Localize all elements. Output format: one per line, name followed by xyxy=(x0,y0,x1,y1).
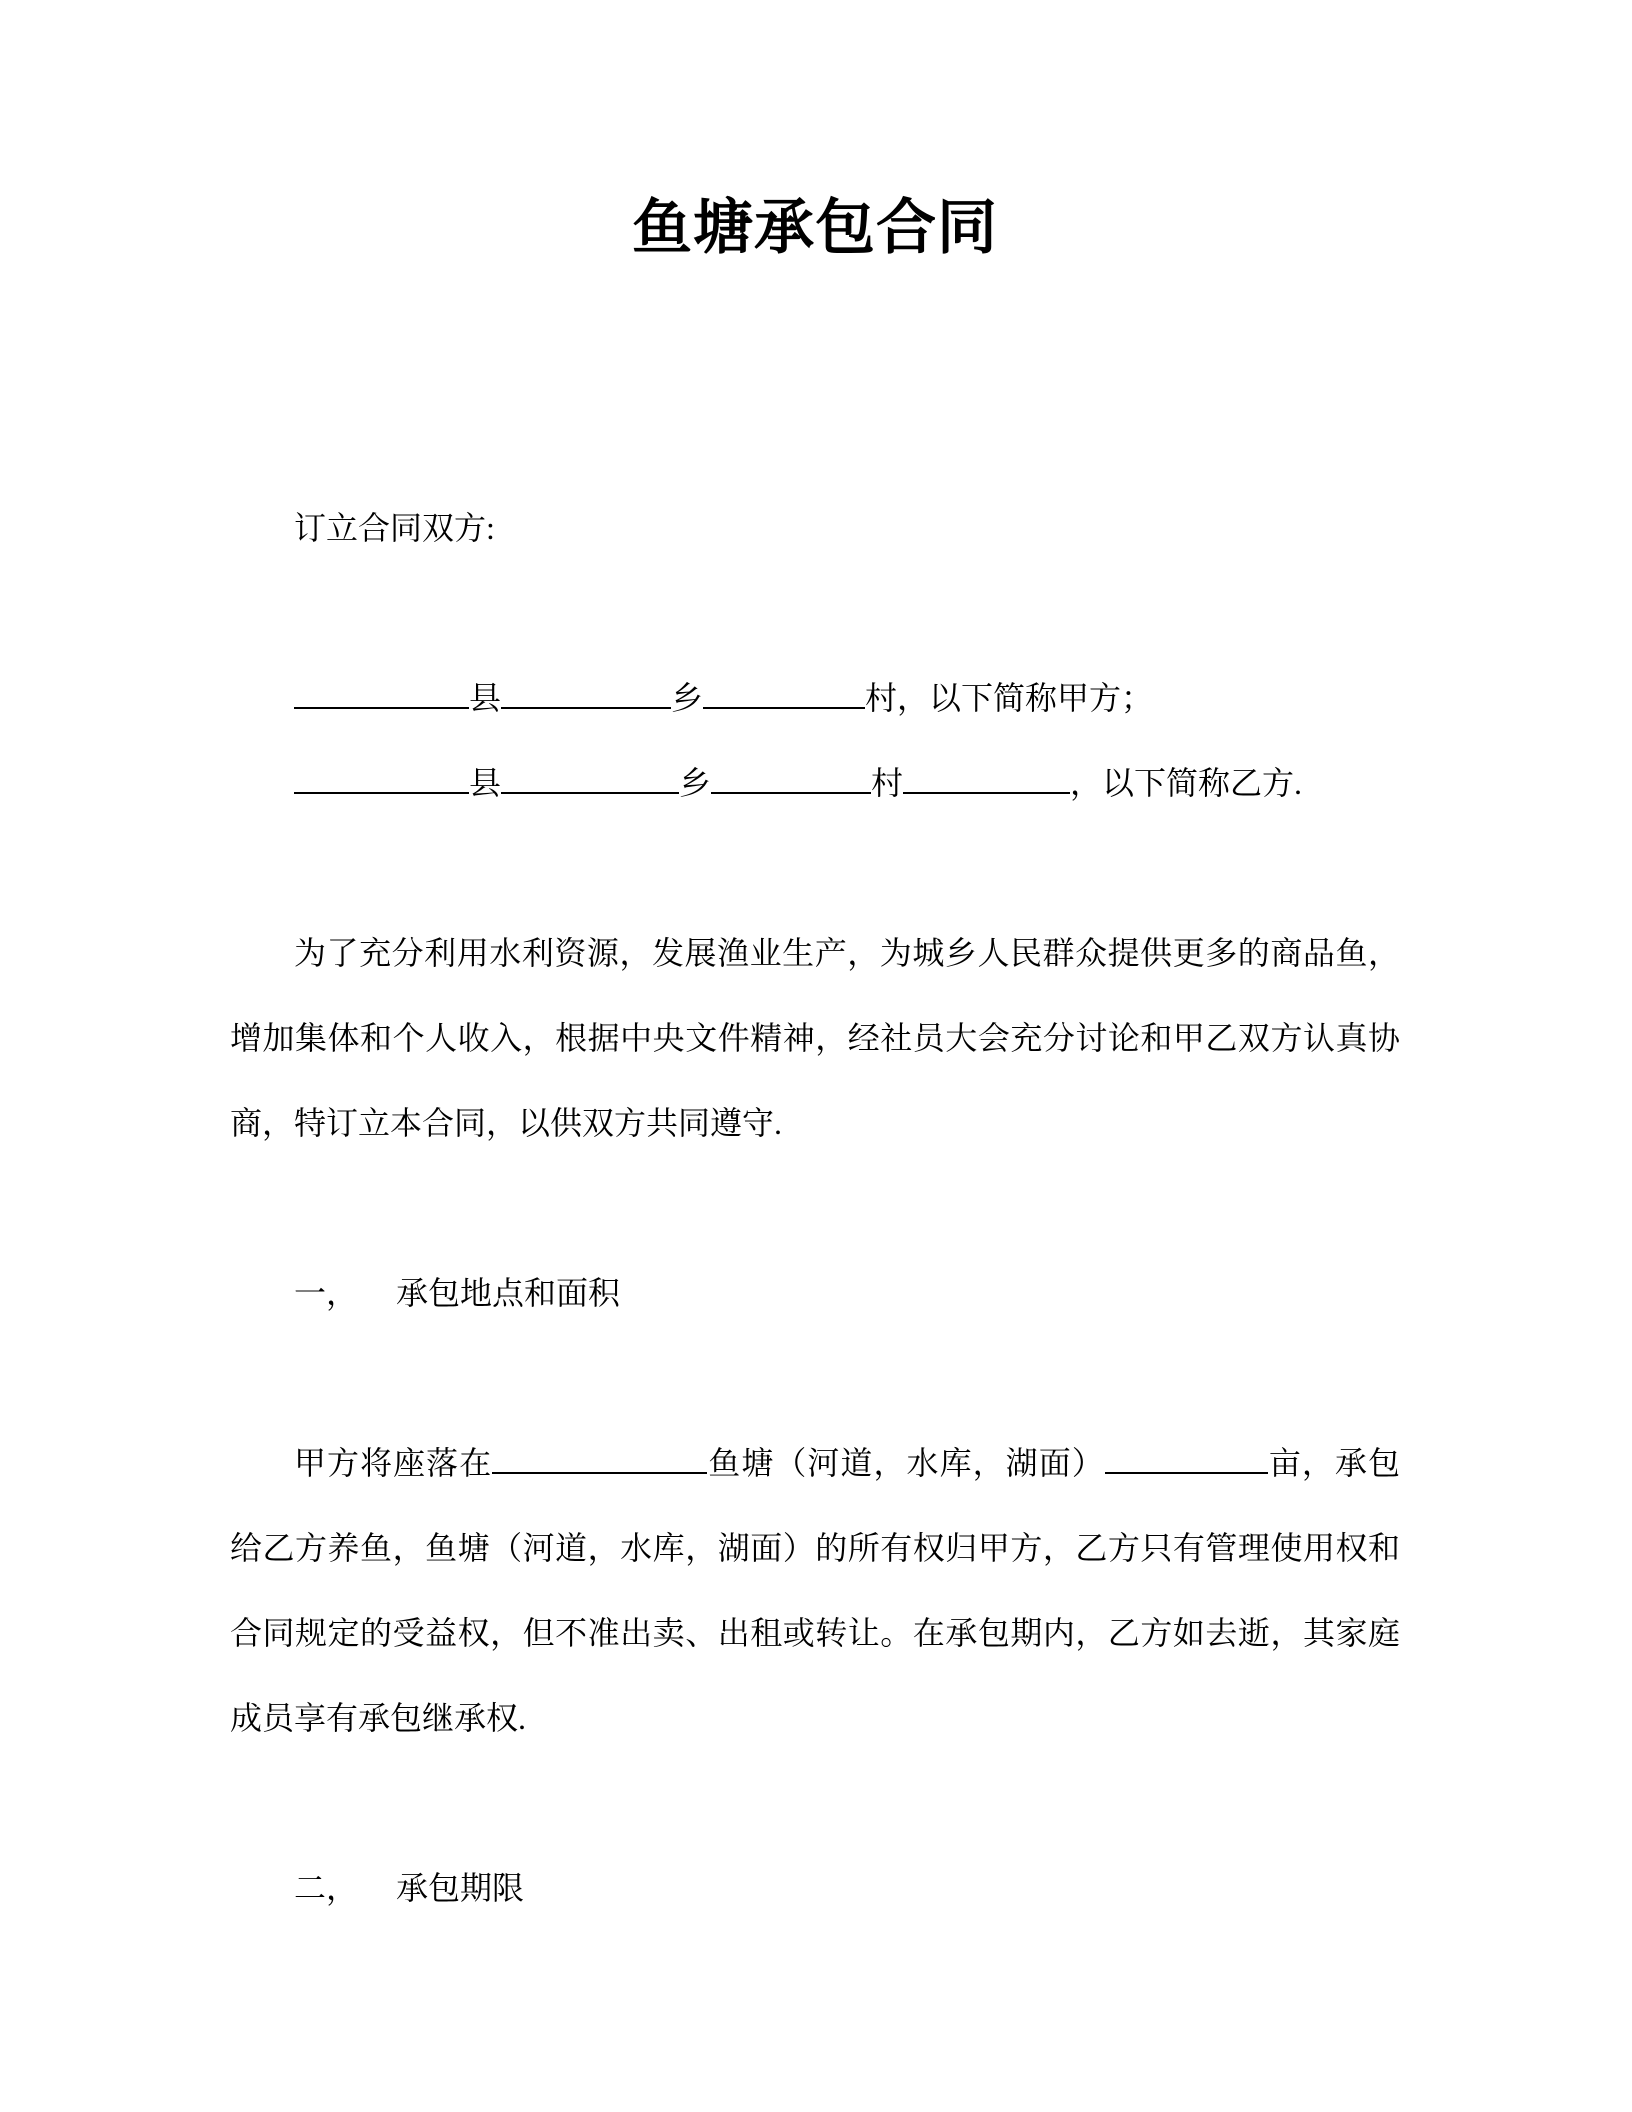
pond-area-blank xyxy=(1105,1444,1268,1474)
preamble-text: 为了充分利用水利资源，发展渔业生产，为城乡人民群众提供更多的商品鱼，增加集体和个人收入，根据中央文件精神，经社员大会充分讨论和甲乙双方认真协商，特订立本合同，以供双方共同遵守. xyxy=(230,935,1400,1141)
section-1-number: 一， xyxy=(294,1275,359,1311)
party-a-line xyxy=(230,656,1400,741)
section-1-seg-2: 鱼塘（河道，水库，湖面） xyxy=(707,1445,1105,1481)
party-b-township-blank xyxy=(501,764,679,794)
intro-text: 订立合同双方: xyxy=(294,510,495,546)
party-b-township-label: 乡 xyxy=(679,765,712,801)
section-1-seg-1: 甲方将座落在 xyxy=(294,1445,493,1481)
party-a-township-blank xyxy=(501,679,671,709)
section-1-title: 承包地点和面积 xyxy=(396,1275,621,1311)
section-2-title: 承包期限 xyxy=(396,1870,525,1906)
section-1-seg-3: 亩，承包给乙方养鱼，鱼塘（河道，水库，湖面）的所有权归甲方，乙方只有管理使用权和合同规定的受益权，但不准出卖、出租或转让。在承包期内，乙方如去逝，其家庭成员享有承包继承权. xyxy=(230,1445,1400,1736)
party-b-line xyxy=(230,741,1400,826)
document-title: 鱼塘承包合同 xyxy=(632,194,998,261)
party-b-tail-text: ，以下简称乙方. xyxy=(1070,765,1303,801)
party-a-tail-text: 村，以下简称甲方； xyxy=(865,680,1154,716)
section-1-heading xyxy=(230,1251,1400,1336)
party-a-township-label: 乡 xyxy=(671,680,704,716)
party-b-county-blank xyxy=(294,764,469,794)
party-b-county-label: 县 xyxy=(469,765,502,801)
preamble-paragraph xyxy=(230,911,1400,1166)
section-1-paragraph xyxy=(230,1421,1400,1761)
party-b-village-label: 村 xyxy=(871,765,904,801)
party-a-village-blank xyxy=(703,679,865,709)
section-2-heading xyxy=(230,1846,1400,1931)
section-2-number: 二， xyxy=(294,1870,359,1906)
pond-location-blank xyxy=(492,1444,707,1474)
party-b-name-blank xyxy=(903,764,1070,794)
party-a-county-blank xyxy=(294,679,469,709)
intro-line xyxy=(230,486,1400,571)
party-a-county-label: 县 xyxy=(469,680,502,716)
party-b-village-blank xyxy=(711,764,871,794)
